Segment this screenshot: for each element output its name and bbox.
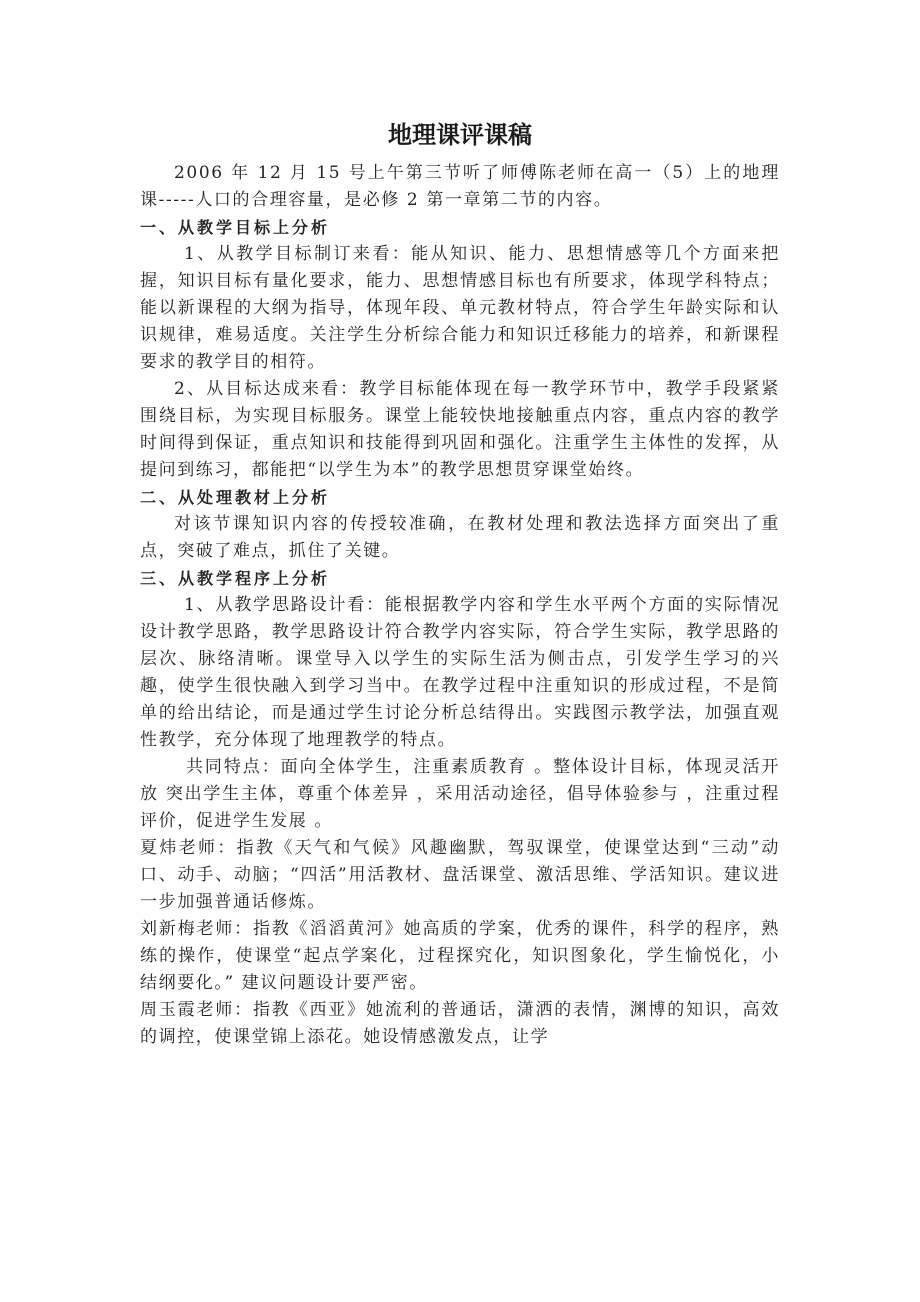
section-heading: 二、从处理教材上分析 [140, 488, 331, 507]
document-body [140, 160, 780, 1051]
section-heading: 三、从教学程序上分析 [140, 569, 331, 588]
paragraph: 夏炜老师：指教《天气和气候》风趣幽默，驾驭课堂，使课堂达到“三动”动口、动手、动脑；“四活”用活教材、盘活课堂、激活思维、学活知识。建议进一步加强普通话修炼。 [140, 838, 780, 912]
paragraph: 刘新梅老师：指教《滔滔黄河》她高质的学案，优秀的课件，科学的程序，熟练的操作，使课堂“起点学案化，过程探究化，知识图象化，学生愉悦化，小结纲要化。” 建议问题设计要严密。 [140, 919, 780, 993]
paragraph: 周玉霞老师：指教《西亚》她流利的普通话，潇洒的表情，渊博的知识，高效的调控，使课堂锦上添花。她设情感激发点，让学 [140, 1000, 780, 1047]
paragraph: 2006 年 12 月 15 号上午第三节听了师傅陈老师在高一（5）上的地理课-----人口的合理容量，是必修 2 第一章第二节的内容。 [140, 163, 780, 210]
paragraph: 共同特点：面向全体学生，注重素质教育 。整体设计目标，体现灵活开放 突出学生主体，尊重个体差异 ，采用活动途径，倡导体验参与 ，注重过程评价，促进学生发展 。 [140, 757, 780, 831]
section-heading: 一、从教学目标上分析 [140, 218, 331, 237]
document-title: 地理课评课稿 [388, 121, 532, 149]
paragraph: 对该节课知识内容的传授较准确，在教材处理和教法选择方面突出了重点，突破了难点，抓住了关键。 [140, 514, 780, 561]
paragraph: 2、从目标达成来看：教学目标能体现在每一教学环节中，教学手段紧紧围绕目标，为实现目标服务。课堂上能较快地接触重点内容，重点内容的教学时间得到保证，重点知识和技能得到巩固和强化。注重学生主体性的发挥，从提问到练习，都能把“以学生为本”的教学思想贯穿课堂始终。 [140, 379, 780, 480]
paragraph: 1、从教学目标制订来看：能从知识、能力、思想情感等几个方面来把握，知识目标有量化要求，能力、思想情感目标也有所要求，体现学科特点；能以新课程的大纲为指导，体现年段、单元教材特点，符合学生年龄实际和认识规律，难易适度。关注学生分析综合能力和知识迁移能力的培养，和新课程要求的教学目的相符。 [140, 244, 780, 372]
paragraph: 1、从教学思路设计看：能根据教学内容和学生水平两个方面的实际情况设计教学思路，教学思路设计符合教学内容实际，符合学生实际，教学思路的层次、脉络清晰。课堂导入以学生的实际生活为侧击点，引发学生学习的兴趣，使学生很快融入到学习当中。在教学过程中注重知识的形成过程，不是简单的给出结论，而是通过学生讨论分析总结得出。实践图示教学法，加强直观性教学，充分体现了地理教学的特点。 [140, 595, 780, 750]
